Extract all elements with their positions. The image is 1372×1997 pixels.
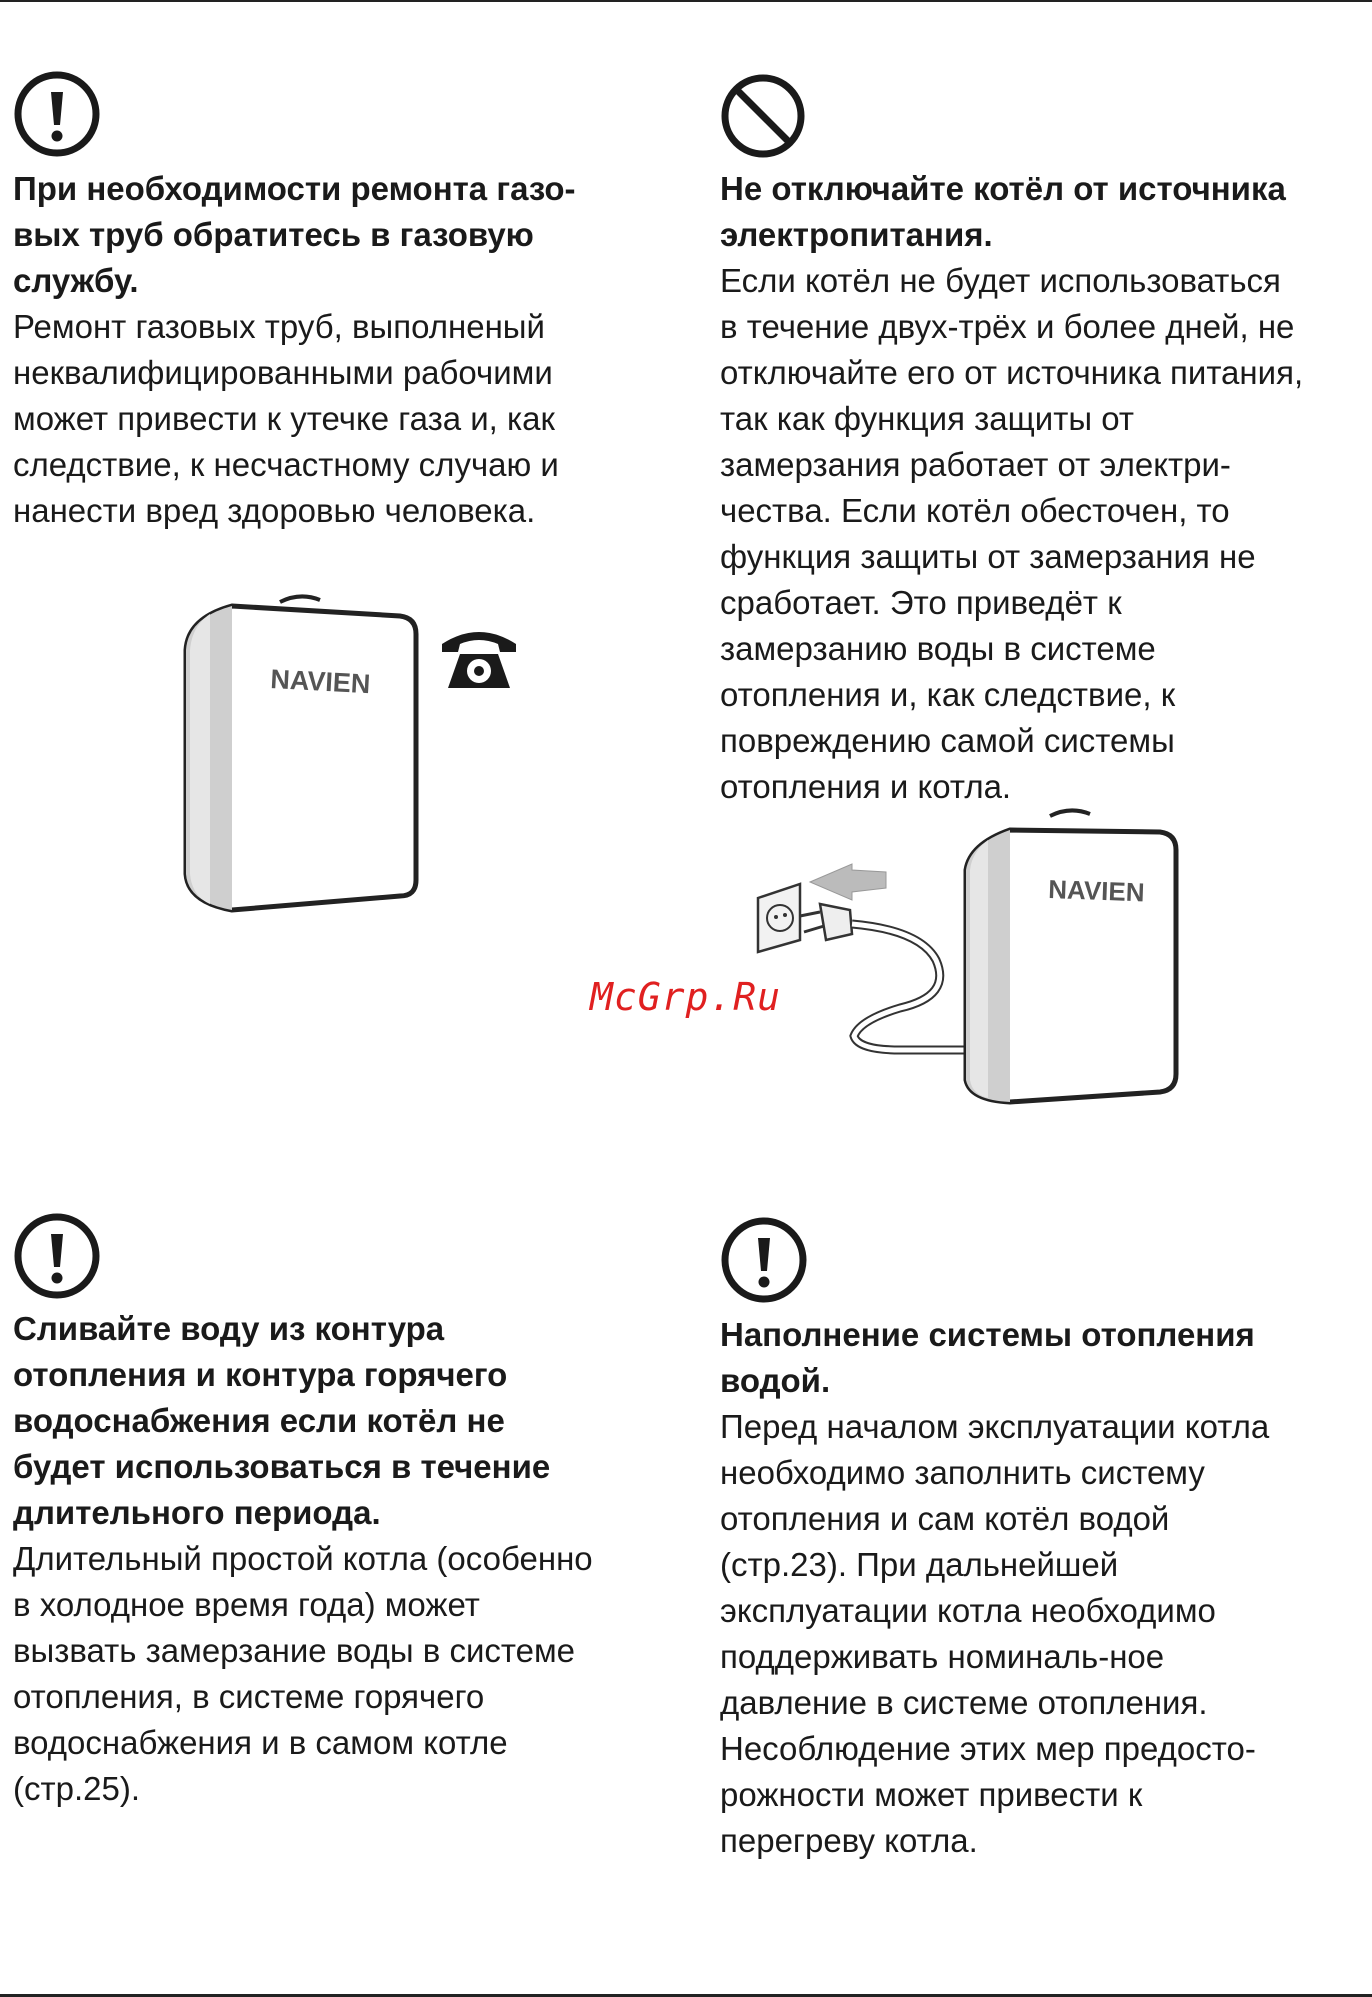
power-body: Если котёл не будет использоваться в течение двух-трёх и более дней, не отключайте его от источника питания, так как функция защиты от замерзания работает от электри-чества. Если котёл обесточен, то функция защиты от замерзания не сработает. Это приведёт к замерзанию воды в системе отопления и, как следствие, к повреждению самой системы отопления и котла. xyxy=(720,262,1304,805)
gas-repair-section xyxy=(13,166,603,534)
warning-exclamation-icon xyxy=(13,70,101,158)
drain-section xyxy=(13,1306,603,1812)
boiler-illustration xyxy=(180,590,420,920)
plug-boiler-illustration xyxy=(740,800,1190,1110)
warning-exclamation-icon-3 xyxy=(720,1216,808,1304)
fill-section xyxy=(720,1312,1305,1864)
top-rule xyxy=(0,0,1372,2)
power-plug-icon xyxy=(800,904,852,940)
gas-repair-body: Ремонт газовых труб, выполненый неквалифицированными рабочими может привести к утечке газа и, как следствие, к несчастному случаю и нанести вред здоровью человека. xyxy=(13,308,559,529)
watermark: McGrp.Ru xyxy=(590,975,782,1019)
power-socket-icon xyxy=(758,884,800,952)
prohibited-icon xyxy=(720,73,806,159)
telephone-icon xyxy=(438,626,520,692)
power-title: Не отключайте котёл от источника электропитания. xyxy=(720,170,1286,253)
fill-body: Перед началом эксплуатации котла необходимо заполнить систему отопления и сам котёл водой (стр.23). При дальнейшей эксплуатации котла необходимо поддерживать номиналь-ное давление в системе отопления. Несоблюдение этих мер предосто-рожности может привести к перегреву котла. xyxy=(720,1408,1270,1859)
power-section xyxy=(720,166,1305,810)
drain-title: Сливайте воду из контура отопления и контура горячего водоснабжения если котёл не будет использоваться в течение длительного периода. xyxy=(13,1310,551,1531)
warning-exclamation-icon-2 xyxy=(13,1212,101,1300)
fill-title: Наполнение системы отопления водой. xyxy=(720,1316,1255,1399)
drain-body: Длительный простой котла (особенно в холодное время года) может вызвать замерзание воды в системе отопления, в системе горячего водоснабжения и в самом котле (стр.25). xyxy=(13,1540,593,1807)
boiler-brand-logo: NAVIEN xyxy=(269,664,372,700)
boiler-brand-logo-2: NAVIEN xyxy=(1047,874,1146,908)
insert-arrow-icon xyxy=(810,864,886,900)
gas-repair-title: При необходимости ремонта газо-вых труб обратитесь в газовую службу. xyxy=(13,170,576,299)
